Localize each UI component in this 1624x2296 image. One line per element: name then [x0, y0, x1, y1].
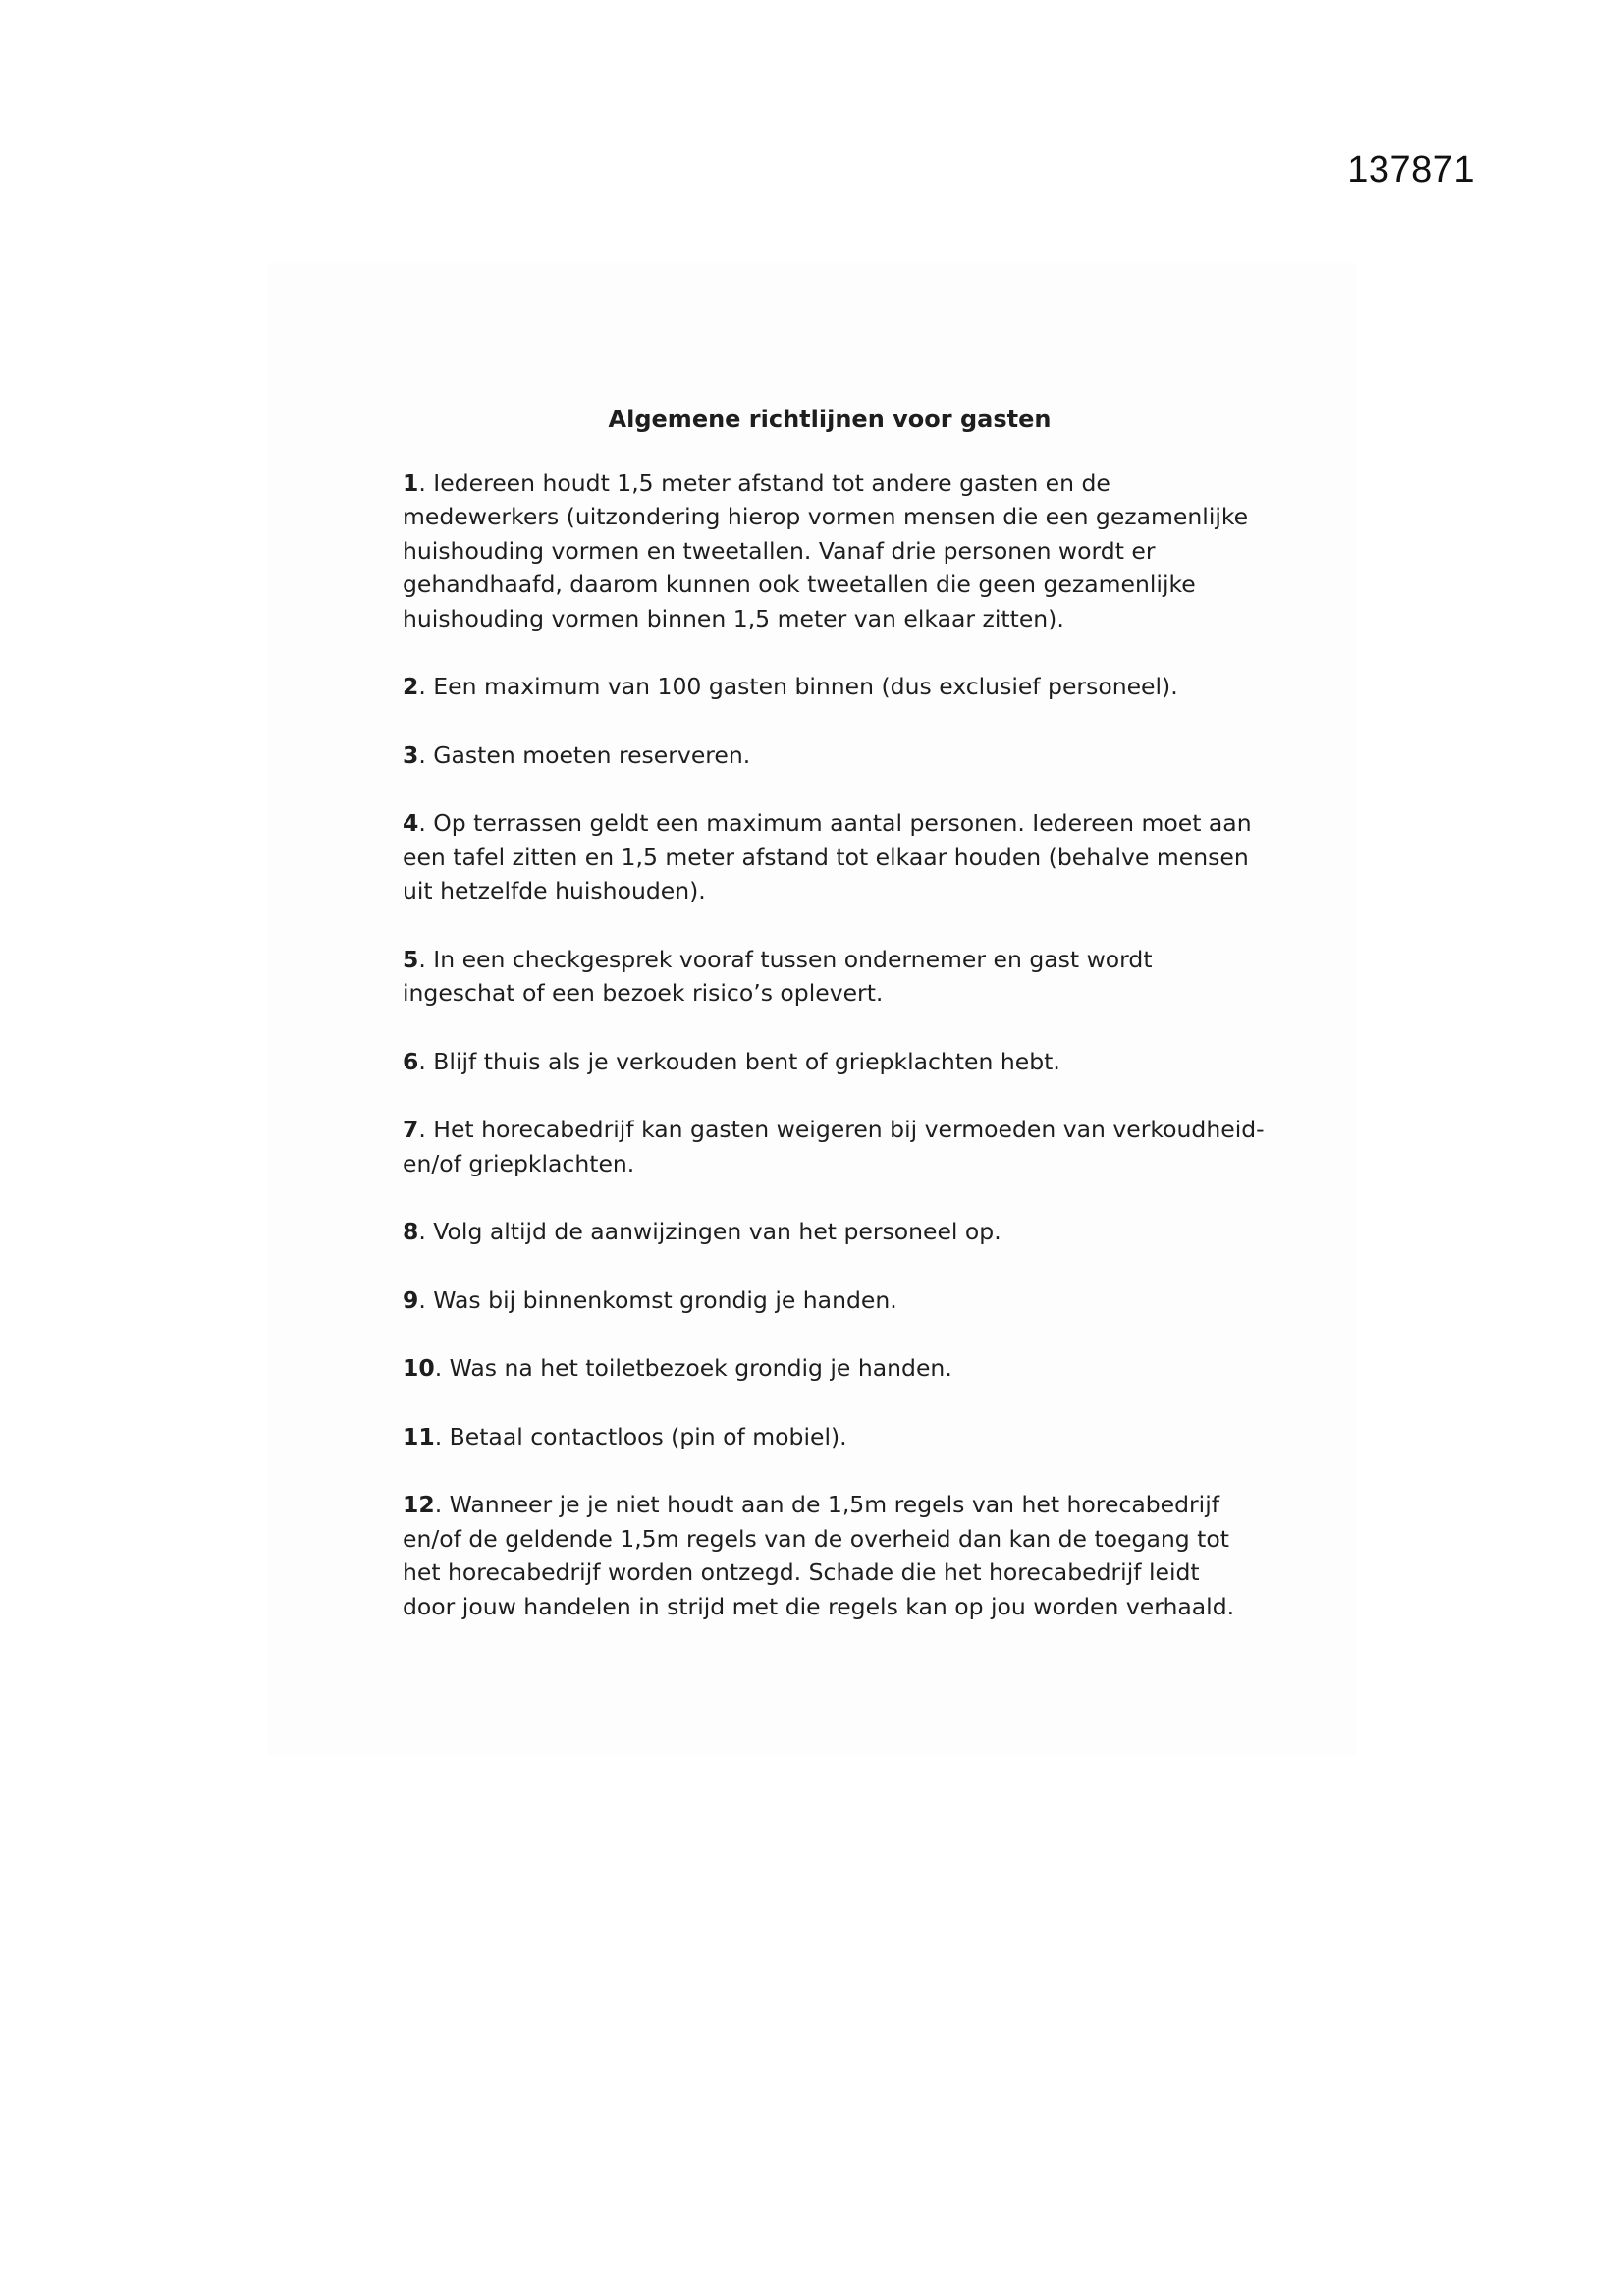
page-title: Algemene richtlijnen voor gasten — [608, 406, 1052, 433]
rule-text: . Gasten moeten reserveren. — [418, 740, 751, 769]
rule-item-2 — [403, 670, 1267, 704]
rule-number: 10 — [403, 1354, 435, 1382]
rule-text: . Was bij binnenkomst grondig je handen. — [418, 1285, 897, 1314]
rule-number: 9 — [403, 1285, 419, 1314]
rule-item-5 — [403, 943, 1267, 1011]
rule-text: . Was na het toiletbezoek grondig je handen. — [434, 1354, 952, 1382]
rule-text: . Betaal contactloos (pin of mobiel). — [434, 1422, 847, 1450]
rule-number: 1 — [403, 468, 419, 497]
rule-number: 5 — [403, 945, 419, 973]
rule-text: . Het horecabedrijf kan gasten weigeren bij vermoeden van verkoudheid- en/of griepklachten. — [403, 1116, 1265, 1177]
rule-number: 11 — [403, 1422, 435, 1450]
rule-number: 3 — [403, 740, 419, 769]
rule-text: . In een checkgesprek vooraf tussen ondernemer en gast wordt ingeschat of een bezoek risico’s oplevert. — [403, 945, 1153, 1007]
rule-number: 2 — [403, 673, 419, 700]
document-body — [403, 403, 1267, 1658]
rule-text: . Blijf thuis als je verkouden bent of griepklachten hebt. — [418, 1047, 1060, 1075]
rule-item-9 — [403, 1284, 1267, 1318]
rule-number: 6 — [403, 1047, 419, 1075]
rule-text: . Een maximum van 100 gasten binnen (dus exclusief personeel). — [418, 673, 1178, 700]
rule-item-11 — [403, 1420, 1267, 1454]
rule-item-12 — [403, 1488, 1267, 1623]
rule-text: . Op terrassen geldt een maximum aantal personen. Iedereen moet aan een tafel zitten en 1,5 meter afstand tot elkaar houden (behalve mensen uit hetzelfde huishouden). — [403, 809, 1252, 904]
rule-number: 12 — [403, 1491, 435, 1518]
rule-text: . Volg altijd de aanwijzingen van het personeel op. — [418, 1218, 1001, 1245]
rule-number: 8 — [403, 1218, 419, 1245]
rule-item-6 — [403, 1045, 1267, 1079]
rule-item-8 — [403, 1215, 1267, 1249]
document-number: 137871 — [1347, 149, 1475, 191]
rule-number: 4 — [403, 809, 419, 837]
rule-item-3 — [403, 738, 1267, 773]
rule-text: . Iedereen houdt 1,5 meter afstand tot andere gasten en de medewerkers (uitzondering hierop vormen mensen die een gezamenlijke huishouding vormen en tweetallen. Vanaf drie personen wordt er gehandhaafd, daarom kunnen ook tweetallen die geen gezamenlijke huishouding vormen binnen 1,5 meter van elkaar zitten). — [403, 468, 1249, 632]
rule-number: 7 — [403, 1116, 419, 1143]
rule-item-10 — [403, 1351, 1267, 1386]
rule-item-4 — [403, 806, 1267, 908]
rule-item-1 — [403, 466, 1267, 636]
rule-item-7 — [403, 1113, 1267, 1180]
rule-text: . Wanneer je je niet houdt aan de 1,5m regels van het horecabedrijf en/of de geldende 1,5m regels van de overheid dan kan de toegang tot het horecabedrijf worden ontzegd. Schade die het horecabedrijf leidt door jouw handelen in strijd met die regels kan op jou worden verhaald. — [403, 1491, 1235, 1620]
